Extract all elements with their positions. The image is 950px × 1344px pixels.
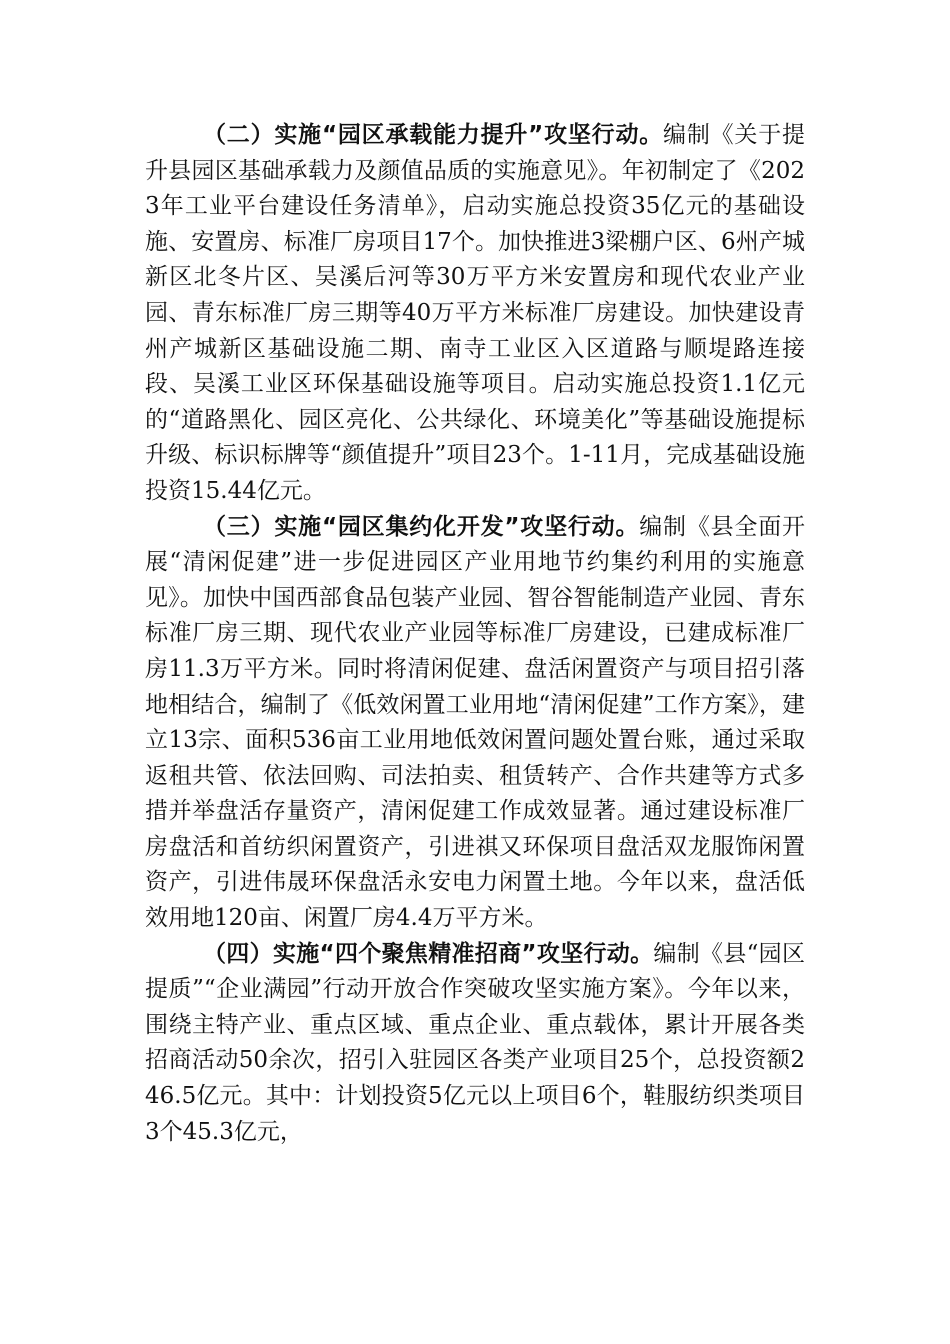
paragraph-heading: （二）实施“园区承载能力提升”攻坚行动。 (203, 122, 664, 148)
paragraph-body: 编制《县全面开展“清闲促建”进一步促进园区产业用地节约集约利用的实施意见》。加快中国西部食品包装产业园、智谷智能制造产业园、青东标准厂房三期、现代农业产业园等标准厂房建设，已建成标准厂房11.3万平方米。同时将清闲促建、盘活闲置资产与项目招引落地相结合，编制了《低效闲置工业用地“清闲促建”工作方案》，建立13宗、面积536亩工业用地低效闲置问题处置台账，通过采取返租共管、依法回购、司法拍卖、租赁转产、合作共建等方式多措并举盘活存量资产，清闲促建工作成效显著。通过建设标准厂房盘活和首纺织闲置资产，引进祺又环保项目盘活双龙服饰闲置资产，引进伟晟环保盘活永安电力闲置土地。今年以来，盘活低效用地120亩、闲置厂房4.4万平方米。 (145, 513, 806, 932)
paragraph-heading: （四）实施“四个聚焦精准招商”攻坚行动。 (203, 940, 654, 967)
paragraph-intensive-development (145, 510, 805, 937)
paragraph-body: 编制《关于提升县园区基础承载力及颜值品质的实施意见》。年初制定了《2023年工业平台建设任务清单》，启动实施总投资35亿元的基础设施、安置房、标准厂房项目17个。加快推进3梁棚户区、6州产城新区北冬片区、吴溪后河等30万平方米安置房和现代农业产业园、青东标准厂房三期等40万平方米标准厂房建设。加快建设青州产城新区基础设施二期、南寺工业区入区道路与顺堤路连接段、吴溪工业区环保基础设施等项目。启动实施总投资1.1亿元的“道路黑化、园区亮化、公共绿化、环境美化”等基础设施提标升级、标识标牌等“颜值提升”项目23个。1-11月，完成基础设施投资15.44亿元。 (145, 122, 806, 504)
paragraph-park-capacity (145, 118, 805, 510)
paragraph-investment-attraction (145, 937, 805, 1151)
paragraph-heading: （三）实施“园区集约化开发”攻坚行动。 (203, 513, 640, 540)
document-page (145, 118, 805, 1150)
paragraph-body: 编制《县“园区提质”“企业满园”行动开放合作突破攻坚实施方案》。今年以来，围绕主特产业、重点区域、重点企业、重点载体，累计开展各类招商活动50余次，招引入驻园区各类产业项目25个，总投资额246.5亿元。其中：计划投资5亿元以上项目6个，鞋服纺织类项目3个45.3亿元， (145, 940, 805, 1145)
